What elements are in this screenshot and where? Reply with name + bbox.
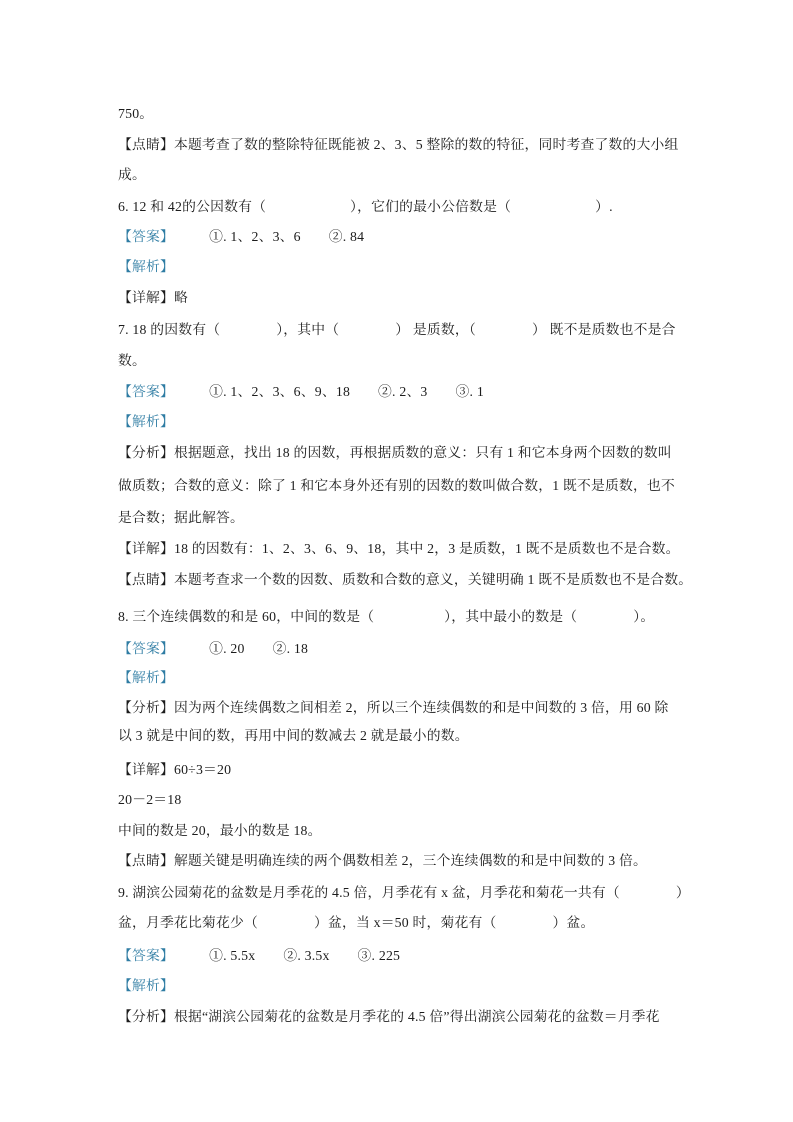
line-text: ①. 20 ②. 18	[167, 641, 309, 656]
detail-8-line1	[118, 761, 231, 778]
question-7-line1	[118, 321, 676, 338]
tip-note-q5-line1	[118, 136, 678, 153]
detail-8-line3	[118, 822, 322, 839]
line-text: 是合数；据此解答。	[118, 510, 244, 525]
analysis-header-9	[118, 977, 174, 994]
line-text: 20－2＝18	[118, 792, 182, 807]
analysis-7-line2	[118, 477, 675, 494]
tip-note-q5-line2	[118, 166, 146, 183]
line-text: 【分析】根据题意，找出 18 的因数，再根据质数的意义：只有 1 和它本身两个因数的数叫	[118, 445, 672, 460]
answer-label: 【答案】	[118, 229, 168, 244]
question-9-line2	[118, 914, 595, 931]
line-text: 【点睛】本题考查了数的整除特征既能被 2、3、5 整除的数的特征，同时考查了数的大小组	[118, 137, 679, 152]
line-text: 9. 湖滨公园菊花的盆数是月季花的 4.5 倍，月季花有 x 盆，月季花和菊花一共有（ ）	[118, 885, 690, 900]
line-text: 【详解】略	[118, 290, 188, 305]
line-text: 【详解】60÷3＝20	[118, 762, 232, 777]
detail-7	[118, 540, 680, 557]
analysis-label: 【解析】	[118, 978, 174, 993]
analysis-label: 【解析】	[118, 670, 174, 685]
question-7-line2	[118, 352, 146, 369]
analysis-9-line1	[118, 1008, 660, 1025]
line-text: 【点睛】本题考查求一个数的因数、质数和合数的意义，关键明确 1 既不是质数也不是合数。	[118, 572, 693, 587]
analysis-header-6	[118, 258, 174, 275]
tip-note-7	[118, 571, 692, 588]
tip-note-8	[118, 852, 647, 869]
answer-label: 【答案】	[118, 641, 168, 656]
answer-8	[118, 640, 308, 657]
line-text: 做质数；合数的意义：除了 1 和它本身外还有别的因数的数叫做合数，1 既不是质数，也不	[118, 478, 676, 493]
answer-tail-750	[118, 105, 153, 122]
line-text: 6. 12 和 42的公因数有（ ），它们的最小公倍数是（ ）.	[118, 199, 613, 214]
analysis-label: 【解析】	[118, 259, 174, 274]
line-text: 【详解】18 的因数有：1、2、3、6、9、18，其中 2，3 是质数，1 既不是质数也不是合数。	[118, 541, 680, 556]
answer-6	[118, 228, 364, 245]
answer-9	[118, 947, 400, 964]
detail-6	[118, 289, 188, 306]
analysis-header-8	[118, 669, 174, 686]
line-text: ①. 1、2、3、6、9、18 ②. 2、3 ③. 1	[167, 384, 484, 399]
analysis-7-line3	[118, 509, 244, 526]
detail-8-line2	[118, 791, 182, 808]
line-text: ①. 5.5x ②. 3.5x ③. 225	[167, 948, 401, 963]
line-text: 盆，月季花比菊花少（ ）盆，当 x＝50 时，菊花有（ ）盆。	[118, 915, 595, 930]
line-text: 以 3 就是中间的数，再用中间的数减去 2 就是最小的数。	[118, 728, 469, 743]
line-text: 8. 三个连续偶数的和是 60，中间的数是（ ），其中最小的数是（ ）。	[118, 609, 655, 624]
question-9-line1	[118, 884, 690, 901]
analysis-8-line2	[118, 727, 469, 744]
line-text: 【点睛】解题关键是明确连续的两个偶数相差 2，三个连续偶数的和是中间数的 3 倍。	[118, 853, 648, 868]
line-text: 数。	[118, 353, 146, 368]
line-text: 【分析】根据“湖滨公园菊花的盆数是月季花的 4.5 倍”得出湖滨公园菊花的盆数＝月季花	[118, 1009, 660, 1024]
analysis-7-line1	[118, 444, 672, 461]
answer-7	[118, 383, 484, 400]
answer-label: 【答案】	[118, 948, 168, 963]
analysis-8-line1	[118, 699, 669, 716]
line-text: 成。	[118, 167, 146, 182]
analysis-label: 【解析】	[118, 414, 174, 429]
line-text: 750。	[118, 106, 154, 121]
line-text: 7. 18 的因数有（ ），其中（ ） 是质数，（ ） 既不是质数也不是合	[118, 322, 676, 337]
line-text: 【分析】因为两个连续偶数之间相差 2，所以三个连续偶数的和是中间数的 3 倍，用 60 除	[118, 700, 669, 715]
question-8	[118, 608, 654, 625]
analysis-header-7	[118, 413, 174, 430]
line-text: ①. 1、2、3、6 ②. 84	[167, 229, 365, 244]
answer-label: 【答案】	[118, 384, 168, 399]
line-text: 中间的数是 20，最小的数是 18。	[118, 823, 322, 838]
question-6	[118, 198, 613, 215]
